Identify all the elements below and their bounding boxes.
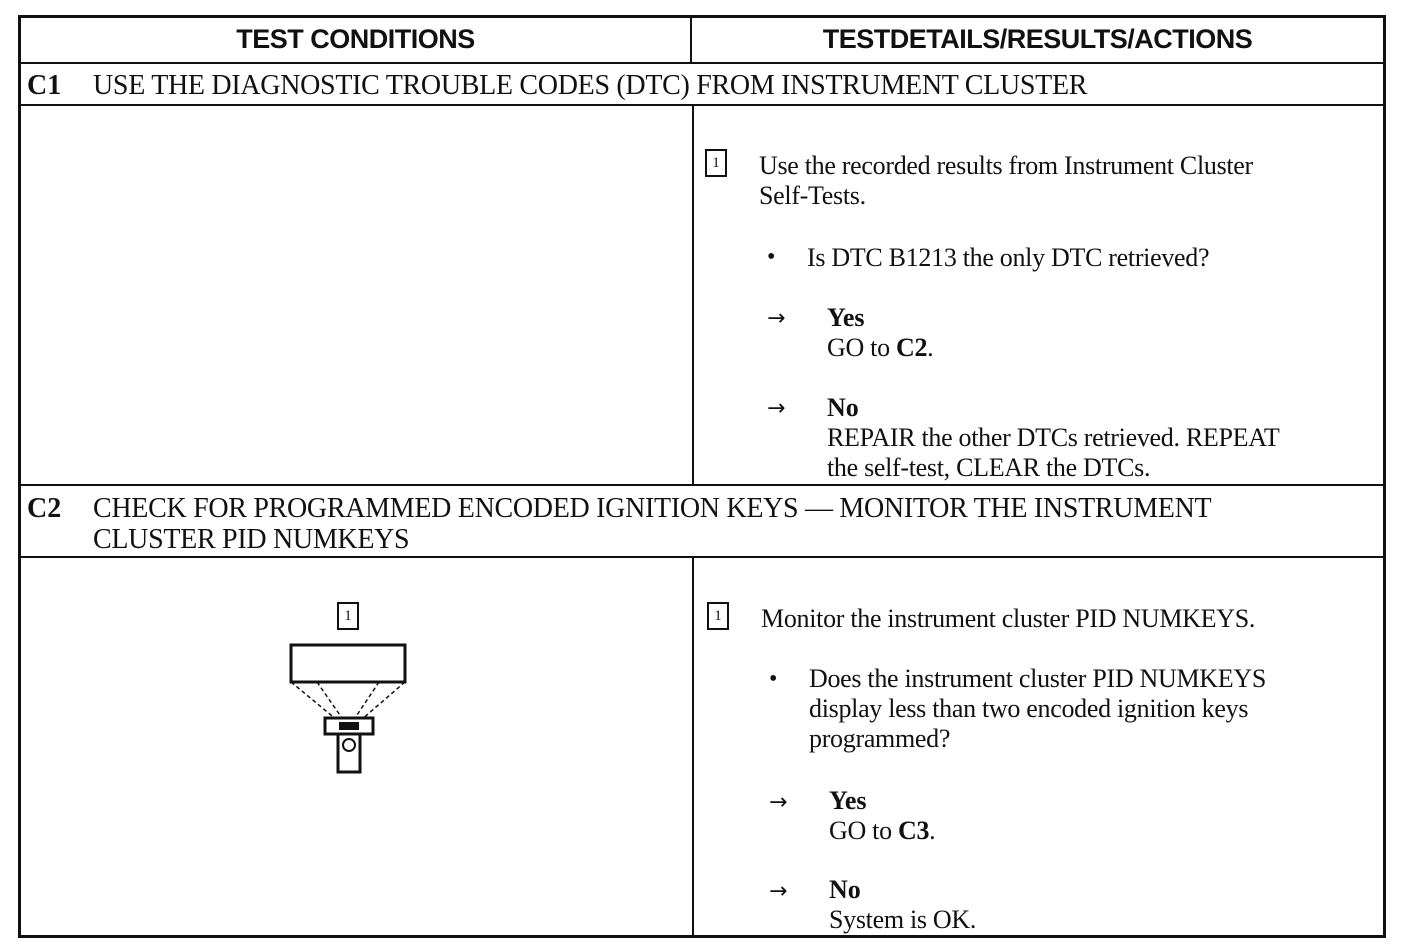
c2-title-line2: CLUSTER PID NUMKEYS: [93, 524, 410, 555]
c1-step-text: [759, 151, 1253, 211]
c1-no-action: [827, 423, 1279, 483]
c2-bullet: •: [769, 666, 778, 692]
signal-line-right: [361, 682, 405, 720]
c2-top-divider: [21, 484, 1383, 486]
scan-tool-button: [343, 739, 355, 751]
c2-question-line1: Does the instrument cluster PID NUMKEYS: [809, 664, 1266, 693]
c1-no-action-line2: the self-test, CLEAR the DTCs.: [827, 453, 1151, 482]
scan-tool-screen: [339, 722, 359, 730]
c1-no-arrow: →: [767, 396, 786, 421]
c1-bullet: •: [767, 244, 776, 270]
c1-yes-label: Yes: [827, 303, 865, 332]
c2-yes-target: C3: [897, 816, 930, 845]
c2-yes-suffix: .: [929, 816, 936, 845]
c1-yes-arrow: →: [767, 306, 786, 331]
diagnostic-table: [18, 15, 1386, 938]
c2-question-line2: display less than two encoded ignition keys: [809, 694, 1249, 723]
c1-yes-action-prefix: GO to: [827, 333, 896, 362]
c2-question-line3: programmed?: [809, 724, 951, 753]
c1-title-divider: [21, 104, 1383, 106]
signal-line-inner-right: [355, 682, 379, 718]
scan-tool-illustration: [287, 640, 412, 775]
c2-column-divider: [692, 556, 694, 938]
c2-yes-action: [829, 816, 935, 846]
c2-yes-action-prefix: GO to: [829, 816, 898, 845]
c2-yes-label: Yes: [829, 786, 867, 815]
c2-no-action: System is OK.: [829, 905, 977, 934]
c1-yes-suffix: .: [927, 333, 934, 362]
c1-no-label: No: [827, 393, 859, 422]
c1-title: USE THE DIAGNOSTIC TROUBLE CODES (DTC) FROM INSTRUMENT CLUSTER: [93, 70, 1088, 101]
cluster-display: [291, 645, 405, 682]
c2-illustration-step-box: 1: [337, 602, 359, 630]
c1-column-divider: [692, 104, 694, 484]
c2-title-line1: CHECK FOR PROGRAMMED ENCODED IGNITION KEYS — MONITOR THE INSTRUMENT: [93, 493, 1212, 524]
c2-step-text: Monitor the instrument cluster PID NUMKEYS.: [761, 604, 1256, 633]
c1-no-action-line1: REPAIR the other DTCs retrieved. REPEAT: [827, 423, 1280, 452]
c2-title: [93, 493, 1211, 555]
c1-step-text-line2: Self-Tests.: [759, 181, 866, 210]
c2-title-divider: [21, 556, 1383, 558]
header-test-conditions: TEST CONDITIONS: [236, 24, 475, 54]
c1-step-box: 1: [705, 149, 727, 177]
c2-yes-arrow: →: [769, 790, 788, 815]
c2-step-box: 1: [707, 602, 729, 630]
c2-no-label: No: [829, 875, 861, 904]
c1-question: Is DTC B1213 the only DTC retrieved?: [807, 243, 1210, 272]
c1-step-text-line1: Use the recorded results from Instrument Cluster: [759, 151, 1253, 180]
header-divider: [21, 62, 1383, 64]
c1-yes-action: [827, 333, 933, 363]
signal-line-inner-left: [317, 682, 342, 718]
c1-yes-target: C2: [895, 333, 928, 362]
c1-id: C1: [27, 70, 62, 101]
c2-no-arrow: →: [769, 879, 788, 904]
c2-question: [809, 664, 1266, 754]
c2-id: C2: [27, 493, 62, 524]
header-test-details: TESTDETAILS/RESULTS/ACTIONS: [822, 24, 1253, 54]
